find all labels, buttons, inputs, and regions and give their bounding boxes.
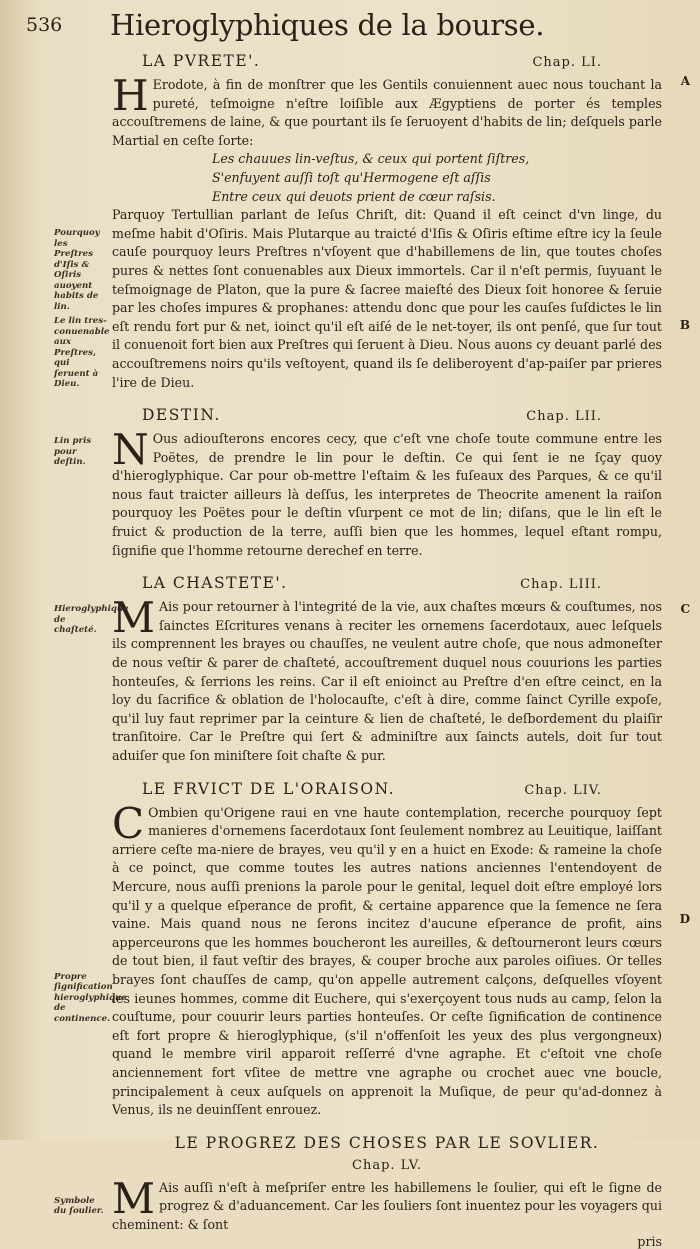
margin-letter: C	[680, 602, 690, 617]
section-heading	[112, 574, 662, 592]
marginal-note: Le lin tres-conuenable aux Preſtres, qui ſeruent à Dieu.	[54, 316, 110, 390]
marginal-note: Hieroglyphique de chaſteté.	[54, 604, 129, 636]
marginal-note: Lin pris pour deſtin.	[54, 436, 92, 468]
section-title: LA PVRETE'.	[142, 52, 261, 70]
section-chapter-line	[112, 1158, 662, 1173]
chapter-number: Chap. LIV.	[524, 782, 602, 798]
marginal-note: Propre ſignification hieroglyphique de continence.	[54, 971, 127, 1024]
paragraph-text: Ombien qu'Origene raui en vne haute contemplation, recerche pourquoy ſept manieres d'ornemens ſacerdotaux ſont ſeulement nombrez au Leuitique, laiſſant arriere ceſte ma-niere de brayes, veu qu'il y en a huict en Exode: & rameine la choſe à ce poinct, que comme toutes les autres nations anciennes l'entendoyent de Mercure, nous auſſi prenions la parole pour le genital, lequel doit eſtre employé lors qu'il y a quelque eſperance de profit, & certaine apparence que la ſemence ne ſera vaine. Mais quand nous ne ſerons incitez d'aucune eſperance de profit, ains apperceurons que les hommes boucheront les aureilles, & deſtourneront leurs cœurs de tout bien, il faut veſtir des brayes, & couper broche aux paroles oiſiues. Or telles brayes ſont chauſſes de camp, qu'on appelle autrement calçons, deſquelles vſoyent les ieunes hommes, comme dit Euchere, qui s'exerçoyent tous nuds au camp, ſelon la couſtume, pour couurir leurs parties honteuſes. Or ceſte ſignification de continence eſt fort propre & hieroglyphique, (s'il n'offenſoit les yeux des plus vergongneux) quand le membre viril apparoit reſſerré d'vne agraphe. Et c'eſtoit vne choſe anciennement fort vſitee de mettre vne agraphe ou crochet auec vne boucle, principalement à ceux auſquels on apprenoit la Muſique, de peur qu'ad-donnez à Venus, ils ne deuinſſent enrouez.	[112, 804, 662, 1118]
marginal-note: Pourquoy les Preſtres d'Iſis & Oſiris auoyent habits de lin.	[54, 228, 100, 312]
section-heading	[112, 52, 662, 70]
section-chastete	[54, 574, 690, 765]
section-soulier	[54, 1133, 662, 1249]
chapter-number: Chap. LV.	[352, 1157, 422, 1173]
drop-capital: M	[112, 593, 156, 643]
paragraph-text: Ous adiouſterons encores cecy, que c'eſt vne choſe toute commune entre les Poëtes, de prendre le lin pour le deſtin. Ce qui ſent ie ne ſçay quoy d'hieroglyphique. Car pour ob-mettre l'eſtaim & les fuſeaux des Parques, & ce qu'il nous faut traicter ailleurs là deſſus, les interpretes de Theocrite amenent la raiſon pourquoy les Poëtes pour le deſtin vſurpent ce mot de lin; diſans, que le lin eſt le fruict & production de la terre, auſſi bien que les hommes, lequel eſtant rompu, ſignifie que l'homme retourne derechef en terre.	[112, 431, 662, 558]
paragraph	[112, 71, 662, 150]
paragraph-text: Parquoy Tertullian parlant de Ieſus Chriſt, dit: Quand il eſt ceinct d'vn linge, du meſme habit d'Oſiris. Mais Plutarque au traicté d'Iſis & Oſiris eſtime eſtre icy la ſeule cauſe pourquoy leurs Preſtres n'vſoyent que d'habillemens de lin, que toutes choſes pures & nettes ſont conuenables aux Dieux immortels. Car il n'eſt permis, ſuyuant le teſmoignage de Platon, que la pure & ſacree maieſté des Dieux ſoit honoree & ſeruie par les choſes impures & prophanes: attendu donc que pour les cauſes ſuſdictes le lin eſt rendu fort pur & net, ioinct qu'il eſt aiſé de le net-toyer, ils ont penſé, que ſur tout il conuenoit fort bien aux Preſtres qui ſeruent à Dieu. Nous auons cy deuant parlé des accouſtremens noirs qu'ils veſtoyent, quand ils ſe deliberoyent d'ap-paiſer par prieres l'ire de Dieu.	[112, 207, 662, 390]
running-header	[26, 8, 662, 48]
catchword: pris	[637, 1234, 662, 1249]
paragraph-text: Ais pour retourner à l'integrité de la vie, aux chaſtes mœurs & couſtumes, nos ſainctes Eſcritures venans à reciter les ornemens ſacerdotaux, auec leſquels ils comprennent les brayes ou chauſſes, ne veulent autre choſe, que nous admoneſter de nous veſtir & parer de chaſteté, accouſtrement duquel nous couurions les parties honteuſes, & ſerrions les reins. Car il eſt enioinct au Preſtre d'en eſtre ceinct, en la loy du ſacrifice & oblation de l'holocauſte, c'eſt à dire, comme ſainct Cyrille expoſe, qu'il luy faut reprimer par la ceinture & lien de chaſteté, le deſbordement du plaiſir tranſitoire. Car le Preſtre qui ſert & adminiſtre aux ſaincts autels, doit ſur tout aduiſer que ſon miniſtere ſoit chaſte & pur.	[112, 599, 662, 763]
verse-line: Entre ceux qui deuots prient de cœur raſsis.	[212, 188, 496, 204]
drop-capital: M	[112, 1173, 156, 1223]
margin-letter: A	[680, 74, 690, 88]
chapter-number: Chap. LII.	[526, 409, 602, 425]
drop-capital: C	[112, 798, 145, 848]
page-number: 536	[26, 14, 63, 36]
paragraph-text: Erodote, à fin de monſtrer que les Gentils conuiennent auec nous touchant la pureté, teſmoigne n'eſtre loiſible aux Ægyptiens de porter és temples accouſtremens de laine, & que pourtant ils ſe ſeruoyent d'habits de lin; deſquels parle Martial en ceſte ſorte:	[112, 77, 662, 148]
verse-line: S'enfuyent auſſi toſt qu'Hermogene eſt aſſis	[212, 169, 491, 185]
paragraph-text: Ais auſſi n'eſt à meſpriſer entre les habillemens le ſoulier, qui eſt le ſigne de progrez & d'aduancement. Car les ſouliers ſont inuentez pour les voyagers qui cheminent: & ſont	[112, 1179, 662, 1232]
section-title: DESTIN.	[142, 406, 221, 425]
chapter-number: Chap. LIII.	[520, 577, 602, 593]
verse-line: Les chauues lin-veſtus, & ceux qui portent ſiſtres,	[212, 151, 530, 167]
paragraph	[112, 593, 662, 765]
chapter-number: Chap. LI.	[532, 55, 602, 70]
paragraph	[112, 1173, 662, 1235]
section-fruict-oraison	[54, 779, 690, 1120]
section-heading	[112, 406, 662, 424]
margin-letter: D	[679, 911, 690, 926]
marginal-note: Symbole du ſoulier.	[54, 1195, 104, 1217]
drop-capital: N	[112, 425, 149, 475]
section-title: LE PROGREZ DES CHOSES PAR LE SOVLIER.	[174, 1133, 600, 1152]
section-heading	[112, 1134, 662, 1152]
paragraph	[112, 798, 662, 1120]
section-destin	[54, 406, 662, 560]
section-title: LE FRVICT DE L'ORAISON.	[142, 779, 396, 798]
running-title: Hieroglyphiques de la bourse.	[110, 8, 545, 42]
drop-capital: H	[112, 71, 149, 120]
section-heading	[112, 780, 662, 798]
margin-letter: B	[679, 318, 690, 333]
section-purete	[54, 52, 690, 392]
section-title: LA CHASTETE'.	[142, 574, 288, 593]
paragraph	[112, 425, 662, 560]
